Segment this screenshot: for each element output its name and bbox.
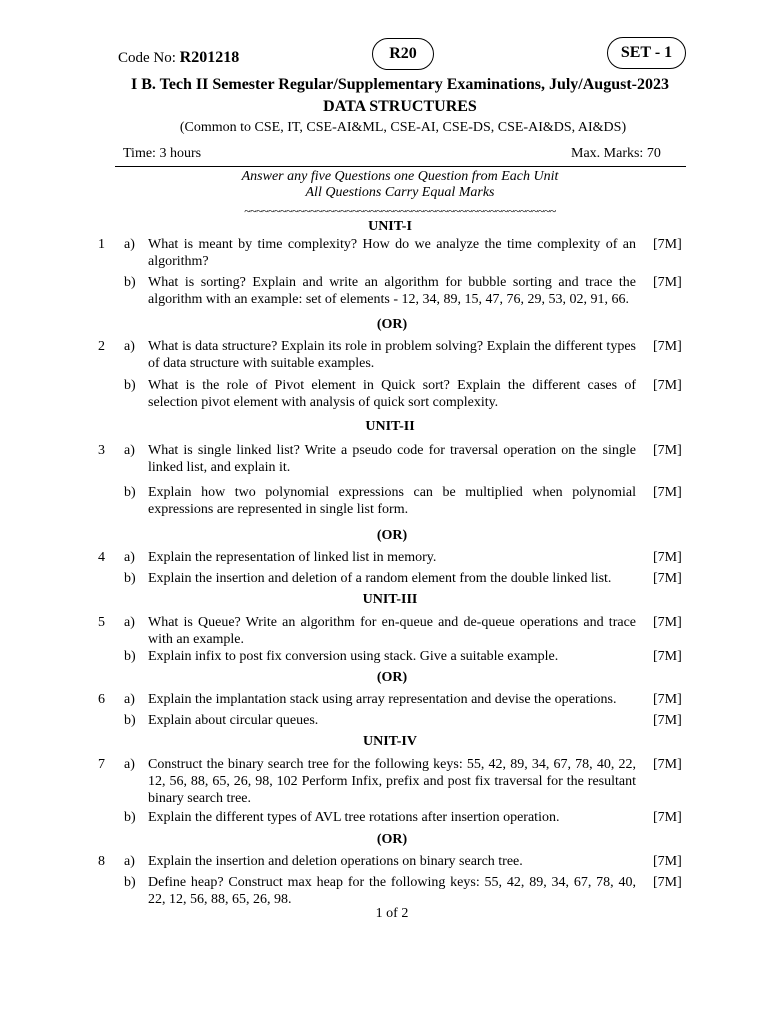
instruction-line-2: All Questions Carry Equal Marks <box>305 185 495 200</box>
question-number: 3 <box>98 443 105 458</box>
question-text: What is meant by time complexity? How do we analyze the time complexity of an algorithm? <box>148 237 636 269</box>
page-number: 1 of 2 <box>375 906 409 921</box>
question-part: b) <box>124 875 136 890</box>
question-text: What is sorting? Explain and write an algorithm for bubble sorting and trace the algorithm with an example: set of elements - 12, 34, 89, 15, 47, 76, 29, 53, 02, 91, 66. <box>148 275 636 307</box>
question-text: Explain the representation of linked list in memory. <box>148 550 437 565</box>
or-separator: (OR) <box>376 528 408 543</box>
question-number: 6 <box>98 692 105 707</box>
question-marks: [7M] <box>653 810 682 825</box>
question-text: Explain how two polynomial expressions can be multiplied when polynomial expressions are represented in single list form. <box>148 485 636 517</box>
question-number: 4 <box>98 550 105 565</box>
question-marks: [7M] <box>653 485 682 500</box>
question-part: b) <box>124 649 136 664</box>
question-marks: [7M] <box>653 854 682 869</box>
question-text: Construct the binary search tree for the following keys: 55, 42, 89, 34, 67, 78, 40, 22, 12, 56, 88, 65, 26, 98, 102 Perform Infix, prefix and post fix traversal for the resultant binary search tree. <box>148 757 636 806</box>
question-part: b) <box>124 713 136 728</box>
question-part: b) <box>124 275 136 290</box>
max-marks: Max. Marks: 70 <box>571 146 661 161</box>
question-part: a) <box>124 692 135 707</box>
question-number: 5 <box>98 615 105 630</box>
question-marks: [7M] <box>653 757 682 772</box>
question-number: 1 <box>98 237 105 252</box>
question-part: b) <box>124 571 136 586</box>
or-separator: (OR) <box>376 670 408 685</box>
header-rule <box>115 166 686 167</box>
question-number: 8 <box>98 854 105 869</box>
question-part: a) <box>124 550 135 565</box>
question-marks: [7M] <box>653 339 682 354</box>
question-marks: [7M] <box>653 713 682 728</box>
question-part: a) <box>124 615 135 630</box>
code-label: Code No: <box>118 50 180 66</box>
question-number: 2 <box>98 339 105 354</box>
question-marks: [7M] <box>653 571 682 586</box>
question-marks: [7M] <box>653 875 682 890</box>
question-marks: [7M] <box>653 443 682 458</box>
question-marks: [7M] <box>653 615 682 630</box>
question-part: b) <box>124 378 136 393</box>
question-text: What is single linked list? Write a pseudo code for traversal operation on the single linked list, and explain it. <box>148 443 636 475</box>
question-marks: [7M] <box>653 649 682 664</box>
unit-heading: UNIT-IV <box>363 734 417 749</box>
question-text: Define heap? Construct max heap for the following keys: 55, 42, 89, 34, 67, 78, 40, 22, 12, 56, 88, 65, 26, 98. <box>148 875 636 907</box>
or-separator: (OR) <box>376 832 408 847</box>
question-part: a) <box>124 757 135 772</box>
question-text: Explain the insertion and deletion of a random element from the double linked list. <box>148 571 612 586</box>
question-part: a) <box>124 854 135 869</box>
question-part: b) <box>124 810 136 825</box>
question-part: a) <box>124 339 135 354</box>
question-text: Explain the different types of AVL tree rotations after insertion operation. <box>148 810 560 825</box>
question-marks: [7M] <box>653 275 682 290</box>
question-marks: [7M] <box>653 692 682 707</box>
question-text: What is Queue? Write an algorithm for en-queue and de-queue operations and trace with an example. <box>148 615 636 647</box>
question-marks: [7M] <box>653 237 682 252</box>
question-part: b) <box>124 485 136 500</box>
question-text: What is data structure? Explain its role in problem solving? Explain the different types of data structure with suitable examples. <box>148 339 636 371</box>
instruction-line-1: Answer any five Questions one Question from Each Unit <box>241 169 559 184</box>
regulation-badge: R20 <box>372 38 434 70</box>
subject-title: DATA STRUCTURES <box>323 98 477 115</box>
unit-heading: UNIT-I <box>368 219 412 234</box>
code-value: R201218 <box>179 49 240 66</box>
question-text: Explain the insertion and deletion operations on binary search tree. <box>148 854 523 869</box>
or-separator: (OR) <box>376 317 408 332</box>
question-marks: [7M] <box>653 550 682 565</box>
question-marks: [7M] <box>653 378 682 393</box>
unit-heading: UNIT-II <box>365 419 415 434</box>
question-part: a) <box>124 443 135 458</box>
question-text: Explain about circular queues. <box>148 713 319 728</box>
question-text: What is the role of Pivot element in Quick sort? Explain the different cases of selection pivot element with analysis of quick sort complexity. <box>148 378 636 410</box>
set-badge: SET - 1 <box>607 37 686 69</box>
code-number <box>118 49 239 67</box>
tilde-divider: ~~~~~~~~~~~~~~~~~~~~~~~~~~~~~~~~~~~~~~~~~~~~~~~~~~~~ <box>244 204 556 218</box>
question-number: 7 <box>98 757 105 772</box>
exam-time: Time: 3 hours <box>123 146 202 161</box>
question-text: Explain the implantation stack using array representation and devise the operations. <box>148 692 617 707</box>
question-part: a) <box>124 237 135 252</box>
exam-title: I B. Tech II Semester Regular/Supplementary Examinations, July/August-2023 <box>131 76 669 93</box>
question-text: Explain infix to post fix conversion using stack. Give a suitable example. <box>148 649 559 664</box>
unit-heading: UNIT-III <box>362 592 418 607</box>
common-branches: (Common to CSE, IT, CSE-AI&ML, CSE-AI, CSE-DS, CSE-AI&DS, AI&DS) <box>179 120 627 135</box>
